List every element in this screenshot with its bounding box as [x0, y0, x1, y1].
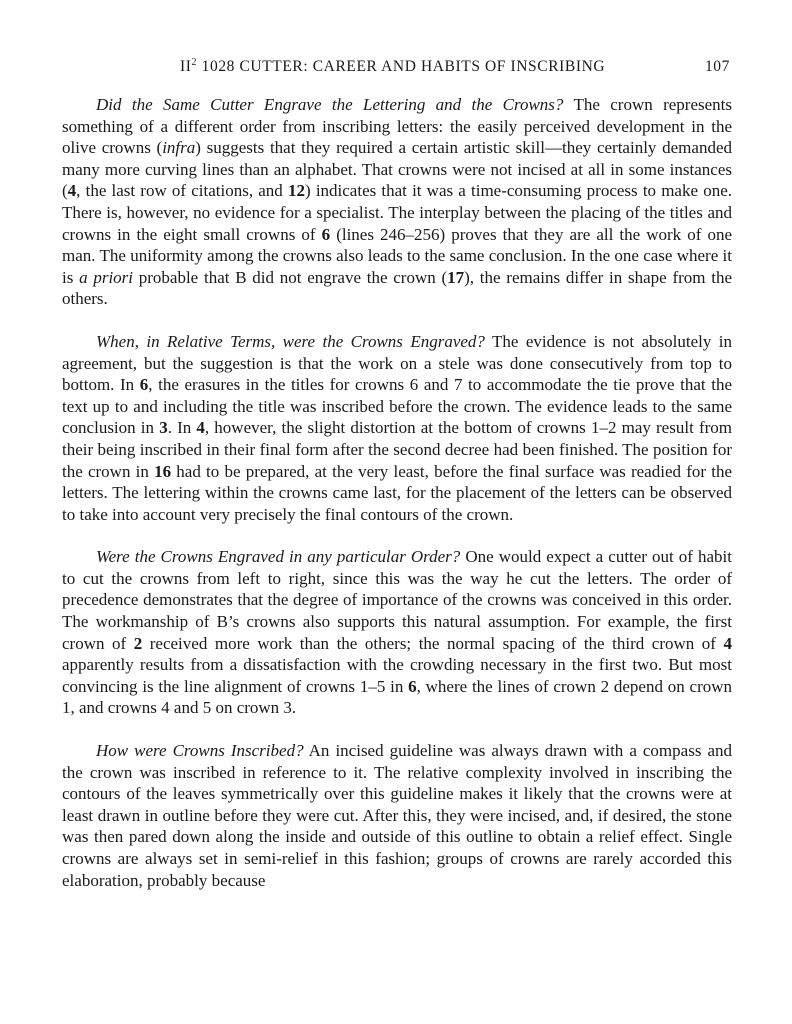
- citation-number: 12: [287, 181, 305, 201]
- citation-number: 6: [408, 676, 417, 696]
- paragraph: [62, 740, 732, 891]
- citation-number: 3: [159, 418, 168, 438]
- text-run: An incised guideline was always drawn with a compass and the crown was inscribed in reference to it. The relative complexity involved in inscribing the contours of the leaves symmetrically over this guideline makes it likely that the crowns were at least drawn in outline before they were cut. After this, they were incised, and, if desired, the stone was then pared down along the inside and outside of this outline to obtain a relief effect. Single crowns are always set in semi-relief in this fashion; groups of crowns are rarely accorded this elaboration, probably because: [62, 741, 732, 890]
- header-title-text: 1028 CUTTER: CAREER AND HABITS OF INSCRIBING: [197, 58, 606, 75]
- body-text: [62, 94, 732, 912]
- text-run: ), the remains differ in shape from the others.: [62, 267, 732, 309]
- text-run: received more work than the others; the normal spacing of the third crown of: [142, 633, 724, 653]
- italic-term: a priori: [79, 267, 134, 287]
- text-run: , the erasures in the titles for crowns 6 and 7 to accommodate the tie prove that the text up to and including the title was inscribed before the crown. The evidence leads to the same conclusion in: [62, 375, 732, 438]
- citation-number: 16: [154, 461, 172, 481]
- citation-number: 4: [67, 181, 77, 201]
- citation-number: 4: [196, 418, 205, 438]
- text-run: The evidence is not absolutely in agreement, but the suggestion is that the work on a stele was done consecutively from top to bottom. In: [62, 331, 732, 395]
- paragraph-text: [62, 95, 732, 308]
- citation-number: 6: [321, 224, 331, 244]
- paragraph: [62, 94, 732, 310]
- citation-number: 6: [139, 375, 149, 395]
- text-run: , where the lines of crown 2 depend on crown 1, and crowns 4 and 5 on crown 3.: [62, 676, 733, 718]
- citation-number: 2: [133, 633, 143, 653]
- paragraph: [62, 331, 732, 525]
- text-run: . In: [167, 418, 197, 438]
- italic-term: infra: [162, 138, 196, 158]
- running-title: [180, 58, 605, 76]
- running-header: [62, 58, 732, 78]
- header-superscript: 2: [191, 57, 198, 68]
- text-run: ) suggests that they required a certain artistic skill—they certainly demanded many more curving lines than an alphabet. That crowns were not incised at all in some instances (: [62, 138, 732, 201]
- section-question: How were Crowns Inscribed?: [96, 741, 304, 761]
- section-question: When, in Relative Terms, were the Crowns Engraved?: [96, 331, 485, 351]
- text-run: , the last row of citations, and: [76, 181, 288, 201]
- text-run: , however, the slight distortion at the bottom of crowns 1–2 may result from their being inscribed in their final form after the second decree had been finished. The position for the crown in: [62, 418, 732, 481]
- text-run: (lines 246–256) proves that they are all the work of one man. The uniformity among the crowns also leads to the same conclusion. In the one case where it is: [62, 224, 732, 287]
- paragraph-text: [62, 332, 732, 524]
- page-number: 107: [704, 58, 730, 75]
- text-run: The crown represents something of a different order from inscribing letters: the easily perceived development in the olive crowns (: [62, 95, 732, 158]
- paragraph: [62, 546, 732, 719]
- text-run: ) indicates that it was a time-consuming process to make one. There is, however, no evidence for a specialist. The interplay between the placing of the titles and crowns in the eight small crowns of: [62, 181, 732, 244]
- citation-number: 17: [447, 267, 465, 287]
- text-run: probable that B did not engrave the crown (: [133, 267, 448, 287]
- paragraph-text: [62, 547, 732, 717]
- section-question: Did the Same Cutter Engrave the Lettering and the Crowns?: [96, 95, 564, 114]
- header-roman: II: [180, 58, 192, 75]
- text-run: One would expect a cutter out of habit to cut the crowns from left to right, since this was the way he cut the letters. The order of precedence demonstrates that the degree of importance of the crowns was conceived in this order. The workmanship of B’s crowns also supports this natural assumption. For example, the first crown of: [62, 547, 732, 653]
- text-run: had to be prepared, at the very least, before the final surface was readied for the letters. The lettering within the crowns came last, for the placement of the letters can be observed to take into account very precisely the final contours of the crown.: [62, 461, 732, 524]
- text-run: apparently results from a dissatisfaction with the crowding necessary in the first two. But most convincing is the line alignment of crowns 1–5 in: [62, 655, 732, 696]
- citation-number: 4: [723, 633, 732, 653]
- section-question: Were the Crowns Engraved in any particular Order?: [96, 547, 461, 567]
- paragraph-text: [62, 741, 732, 890]
